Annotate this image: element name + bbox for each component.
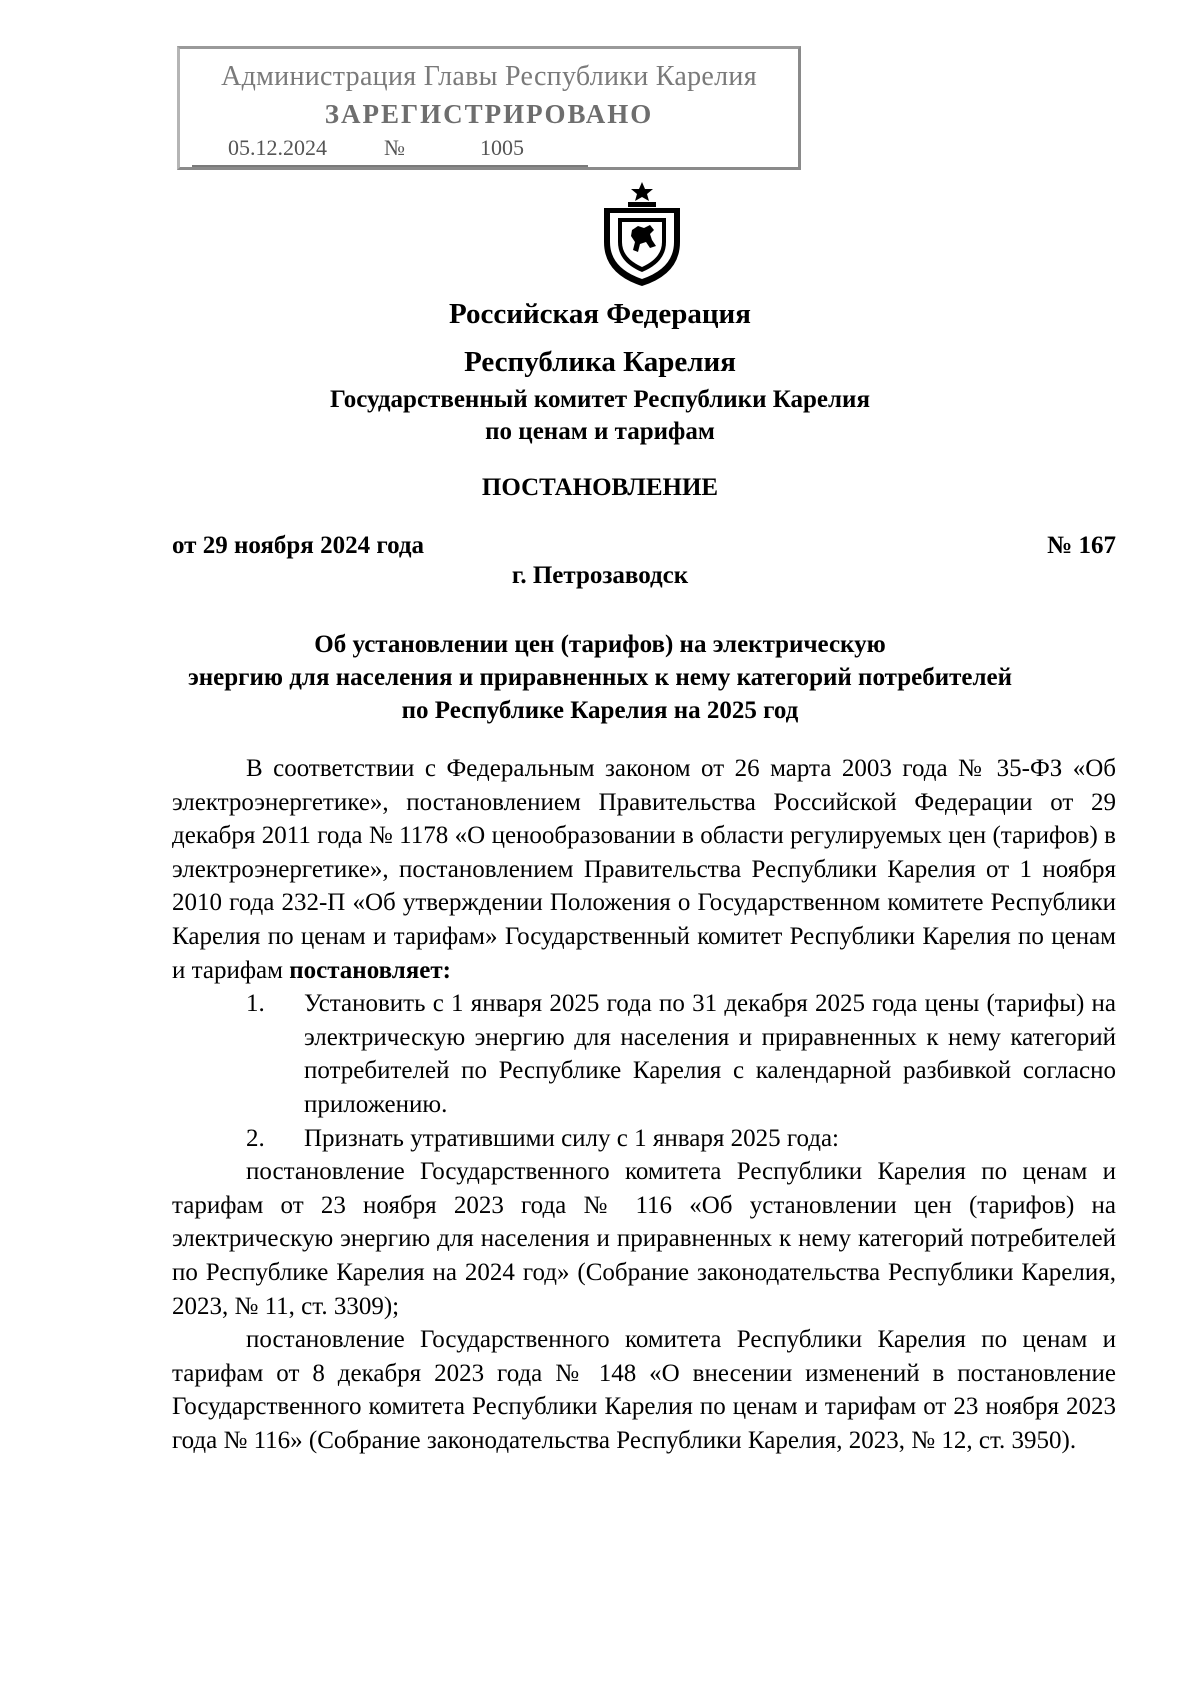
item-2-sub-2: постановление Государственного комитета Республики Карелия по ценам и тарифам от 8 декабря 2023 года № 148 «О внесении изменений в постановление Государственного комитета Республики Карелия по ценам и тарифам от 23 ноября 2023 года № 116» (Собрание законодательства Республики Карелия, 2023, № 12, ст. 3950). <box>172 1326 1116 1454</box>
committee-title-line1: Государственный комитет Республики Карелия <box>330 386 870 413</box>
registration-stamp <box>177 46 801 170</box>
stamp-organization: Администрация Главы Республики Карелия <box>221 61 757 92</box>
stamp-number-label: № <box>384 135 405 160</box>
document-number: № 167 <box>1047 532 1116 559</box>
item-1-number: 1. <box>246 990 265 1018</box>
title-line: Об установлении цен (тарифов) на электрическую <box>314 631 886 658</box>
item-2-text: Признать утратившими силу с 1 января 2025 года: <box>304 1124 839 1152</box>
item-1 <box>172 987 1116 1121</box>
stamp-registration-line <box>192 133 588 167</box>
karelia-coat-of-arms-icon <box>598 180 686 288</box>
title-line: энергию для населения и приравненных к нему категорий потребителей <box>187 664 1013 691</box>
stamp-date: 05.12.2024 <box>228 135 327 160</box>
document-date: от 29 ноября 2024 года <box>172 532 424 559</box>
title-line: по Республике Карелия на 2025 год <box>401 697 799 724</box>
stamp-status: ЗАРЕГИСТРИРОВАНО <box>324 99 654 129</box>
document-body <box>172 752 1116 1457</box>
item-2-sub-1: постановление Государственного комитета Республики Карелия по ценам и тарифам от 23 ноября 2023 года № 116 «Об установлении цен (тарифов) на электрическую энергию для населения и приравненных к нему категорий потребителей по Республике Карелия на 2024 год» (Собрание законодательства Республики Карелия, 2023, № 11, ст. 3309); <box>172 1158 1116 1320</box>
item-1-text: Установить с 1 января 2025 года по 31 декабря 2025 года цены (тарифы) на электрическую энергию для населения и приравненных к нему категорий потребителей по Республике Карелия с календарной разбивкой согласно приложению. <box>304 990 1116 1118</box>
preamble-paragraph <box>172 752 1116 987</box>
document-city: г. Петрозаводск <box>511 562 689 589</box>
preamble-action: постановляет: <box>289 956 451 984</box>
item-2-number: 2. <box>246 1124 265 1152</box>
country-title: Российская Федерация <box>449 298 751 330</box>
document-type: ПОСТАНОВЛЕНИЕ <box>481 474 719 501</box>
preamble-text: В соответствии с Федеральным законом от 26 марта 2003 года № 35-ФЗ «Об электроэнергетике», постановлением Правительства Российской Федерации от 29 декабря 2011 года № 1178 «О ценообразовании в области регулируемых цен (тарифов) в электроэнергетике», постановлением Правительства Республики Карелия от 1 ноября 2010 года 232-П «Об утверждении Положения о Государственном комитете Республики Карелия по ценам и тарифам» Государственный комитет Республики Карелия по ценам и тарифам <box>172 755 1116 984</box>
stamp-number: 1005 <box>480 135 524 160</box>
document-title <box>120 628 1080 727</box>
republic-title: Республика Карелия <box>464 346 736 378</box>
committee-title-line2: по ценам и тарифам <box>485 418 715 445</box>
item-2 <box>172 1122 1116 1156</box>
